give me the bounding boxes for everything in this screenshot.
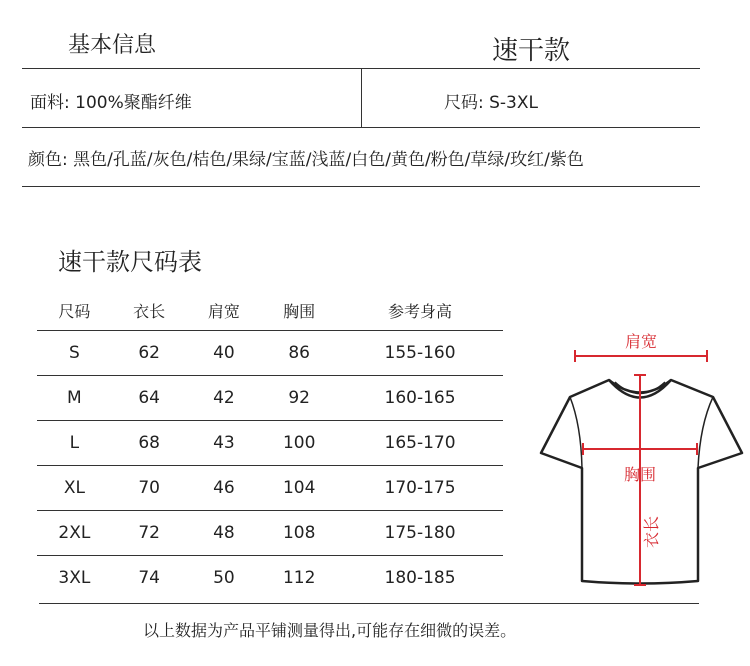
table-row — [37, 331, 503, 376]
cell-length: 72 — [112, 511, 187, 556]
cell-height: 155-160 — [337, 331, 503, 376]
cell-chest: 92 — [261, 376, 337, 421]
cell-size: S — [37, 331, 112, 376]
cell-shoulder: 48 — [187, 511, 262, 556]
cell-height: 175-180 — [337, 511, 503, 556]
header-chest: 胸围 — [261, 290, 337, 331]
size-chart-title: 速干款尺码表 — [58, 248, 202, 276]
header-length: 衣长 — [112, 290, 187, 331]
cell-chest: 100 — [261, 421, 337, 466]
basic-info-title: 基本信息 — [68, 33, 157, 58]
divider-bottom — [39, 603, 699, 604]
divider-middle — [22, 127, 700, 128]
shoulder-measure-line — [575, 350, 707, 362]
style-title: 速干款 — [492, 36, 571, 66]
length-label: 衣长 — [642, 515, 661, 549]
cell-length: 64 — [112, 376, 187, 421]
cell-shoulder: 40 — [187, 331, 262, 376]
cell-size: 2XL — [37, 511, 112, 556]
cell-length: 68 — [112, 421, 187, 466]
cell-height: 160-165 — [337, 376, 503, 421]
cell-height: 170-175 — [337, 466, 503, 511]
cell-chest: 104 — [261, 466, 337, 511]
cell-length: 74 — [138, 568, 160, 588]
cell-length: 70 — [112, 466, 187, 511]
cell-size: 3XL — [58, 568, 91, 588]
fabric-text: 面料: 100%聚酯纤维 — [30, 93, 192, 113]
table-row — [37, 376, 503, 421]
divider-vertical — [361, 68, 362, 127]
cell-chest: 112 — [282, 568, 316, 588]
cell-shoulder: 50 — [213, 568, 235, 588]
header-size: 尺码 — [37, 290, 112, 331]
cell-length: 62 — [112, 331, 187, 376]
cell-shoulder: 43 — [187, 421, 262, 466]
cell-chest: 108 — [261, 511, 337, 556]
size-range-text: 尺码: S-3XL — [444, 93, 538, 113]
header-shoulder: 肩宽 — [187, 290, 262, 331]
table-row — [37, 511, 503, 556]
cell-shoulder: 42 — [187, 376, 262, 421]
colors-text: 颜色: 黑色/孔蓝/灰色/桔色/果绿/宝蓝/浅蓝/白色/黄色/粉色/草绿/玫红/紫色 — [28, 150, 584, 170]
shoulder-label: 肩宽 — [624, 332, 658, 351]
chest-label: 胸围 — [623, 465, 657, 484]
cell-height: 180-185 — [384, 568, 456, 588]
cell-shoulder: 46 — [187, 466, 262, 511]
size-table — [37, 290, 503, 600]
cell-chest: 86 — [261, 331, 337, 376]
table-row — [37, 421, 503, 466]
measurement-note: 以上数据为产品平铺测量得出,可能存在细微的误差。 — [143, 621, 517, 640]
cell-size: L — [37, 421, 112, 466]
divider-info-bottom — [22, 186, 700, 187]
cell-height: 165-170 — [337, 421, 503, 466]
tshirt-diagram — [535, 325, 745, 590]
header-height: 参考身高 — [337, 290, 503, 331]
table-header-row — [37, 290, 503, 331]
cell-size: XL — [37, 466, 112, 511]
table-row — [37, 466, 503, 511]
cell-size: M — [37, 376, 112, 421]
table-row — [37, 556, 503, 601]
